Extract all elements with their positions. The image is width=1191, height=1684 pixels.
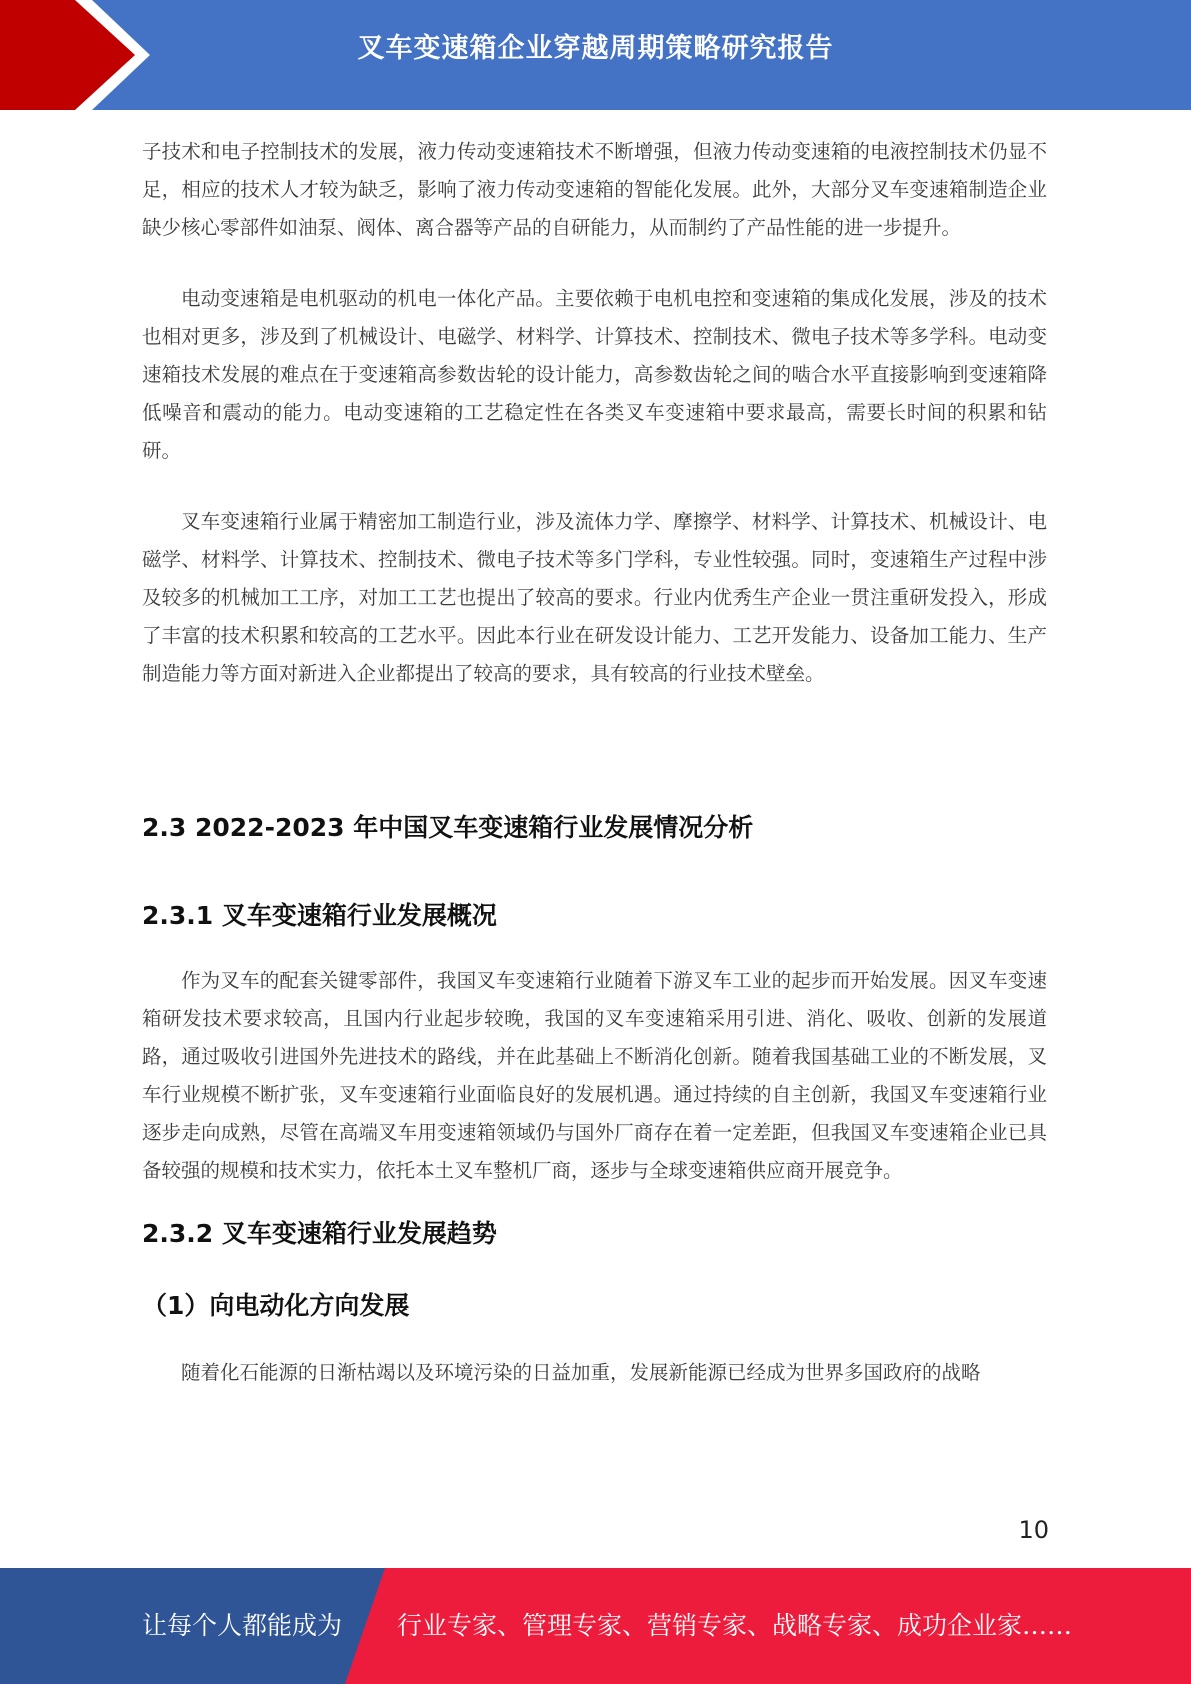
page-content	[142, 133, 1047, 1392]
section-heading-2-3-1: 2.3.1 叉车变速箱行业发展概况	[142, 901, 497, 930]
page-number: 10	[1018, 1516, 1049, 1544]
paragraph-1: 子技术和电子控制技术的发展，液力传动变速箱技术不断增强，但液力传动变速箱的电液控制技术仍显不足，相应的技术人才较为缺乏，影响了液力传动变速箱的智能化发展。此外，大部分叉车变速箱制造企业缺少核心零部件如油泵、阀体、离合器等产品的自研能力，从而制约了产品性能的进一步提升。	[142, 140, 1047, 239]
paragraph-4: 作为叉车的配套关键零部件，我国叉车变速箱行业随着下游叉车工业的起步而开始发展。因叉车变速箱研发技术要求较高，且国内行业起步较晚，我国的叉车变速箱采用引进、消化、吸收、创新的发展道路，通过吸收引进国外先进技术的路线，并在此基础上不断消化创新。随着我国基础工业的不断发展，叉车行业规模不断扩张，叉车变速箱行业面临良好的发展机遇。通过持续的自主创新，我国叉车变速箱行业逐步走向成熟，尽管在高端叉车用变速箱领域仍与国外厂商存在着一定差距，但我国叉车变速箱企业已具备较强的规模和技术实力，依托本土叉车整机厂商，逐步与全球变速箱供应商开展竞争。	[142, 969, 1047, 1182]
footer-slogan-left: 让每个人都能成为	[142, 1611, 343, 1640]
header-arrow-icon	[0, 0, 135, 110]
paragraph-3: 叉车变速箱行业属于精密加工制造行业，涉及流体力学、摩擦学、材料学、计算技术、机械设计、电磁学、材料学、计算技术、控制技术、微电子技术等多门学科，专业性较强。同时，变速箱生产过程中涉及较多的机械加工工序，对加工工艺也提出了较高的要求。行业内优秀生产企业一贯注重研发投入，形成了丰富的技术积累和较高的工艺水平。因此本行业在研发设计能力、工艺开发能力、设备加工能力、生产制造能力等方面对新进入企业都提出了较高的要求，具有较高的行业技术壁垒。	[142, 510, 1047, 685]
section-heading-2-3-2: 2.3.2 叉车变速箱行业发展趋势	[142, 1219, 497, 1248]
section-heading-2-3: 2.3 2022-2023 年中国叉车变速箱行业发展情况分析	[142, 813, 754, 842]
page-footer	[0, 1568, 1191, 1684]
footer-slogan-right: 行业专家、管理专家、营销专家、战略专家、成功企业家……	[397, 1611, 1073, 1640]
paragraph-2: 电动变速箱是电机驱动的机电一体化产品。主要依赖于电机电控和变速箱的集成化发展，涉及的技术也相对更多，涉及到了机械设计、电磁学、材料学、计算技术、控制技术、微电子技术等多学科。电动变速箱技术发展的难点在于变速箱高参数齿轮的设计能力，高参数齿轮之间的啮合水平直接影响到变速箱降低噪音和震动的能力。电动变速箱的工艺稳定性在各类叉车变速箱中要求最高，需要长时间的积累和钻研。	[142, 287, 1047, 462]
report-title: 叉车变速箱企业穿越周期策略研究报告	[357, 33, 834, 64]
subsection-heading-1: （1）向电动化方向发展	[142, 1291, 410, 1320]
paragraph-5: 随着化石能源的日渐枯竭以及环境污染的日益加重，发展新能源已经成为世界多国政府的战略	[181, 1361, 981, 1384]
page-header	[0, 0, 1191, 110]
